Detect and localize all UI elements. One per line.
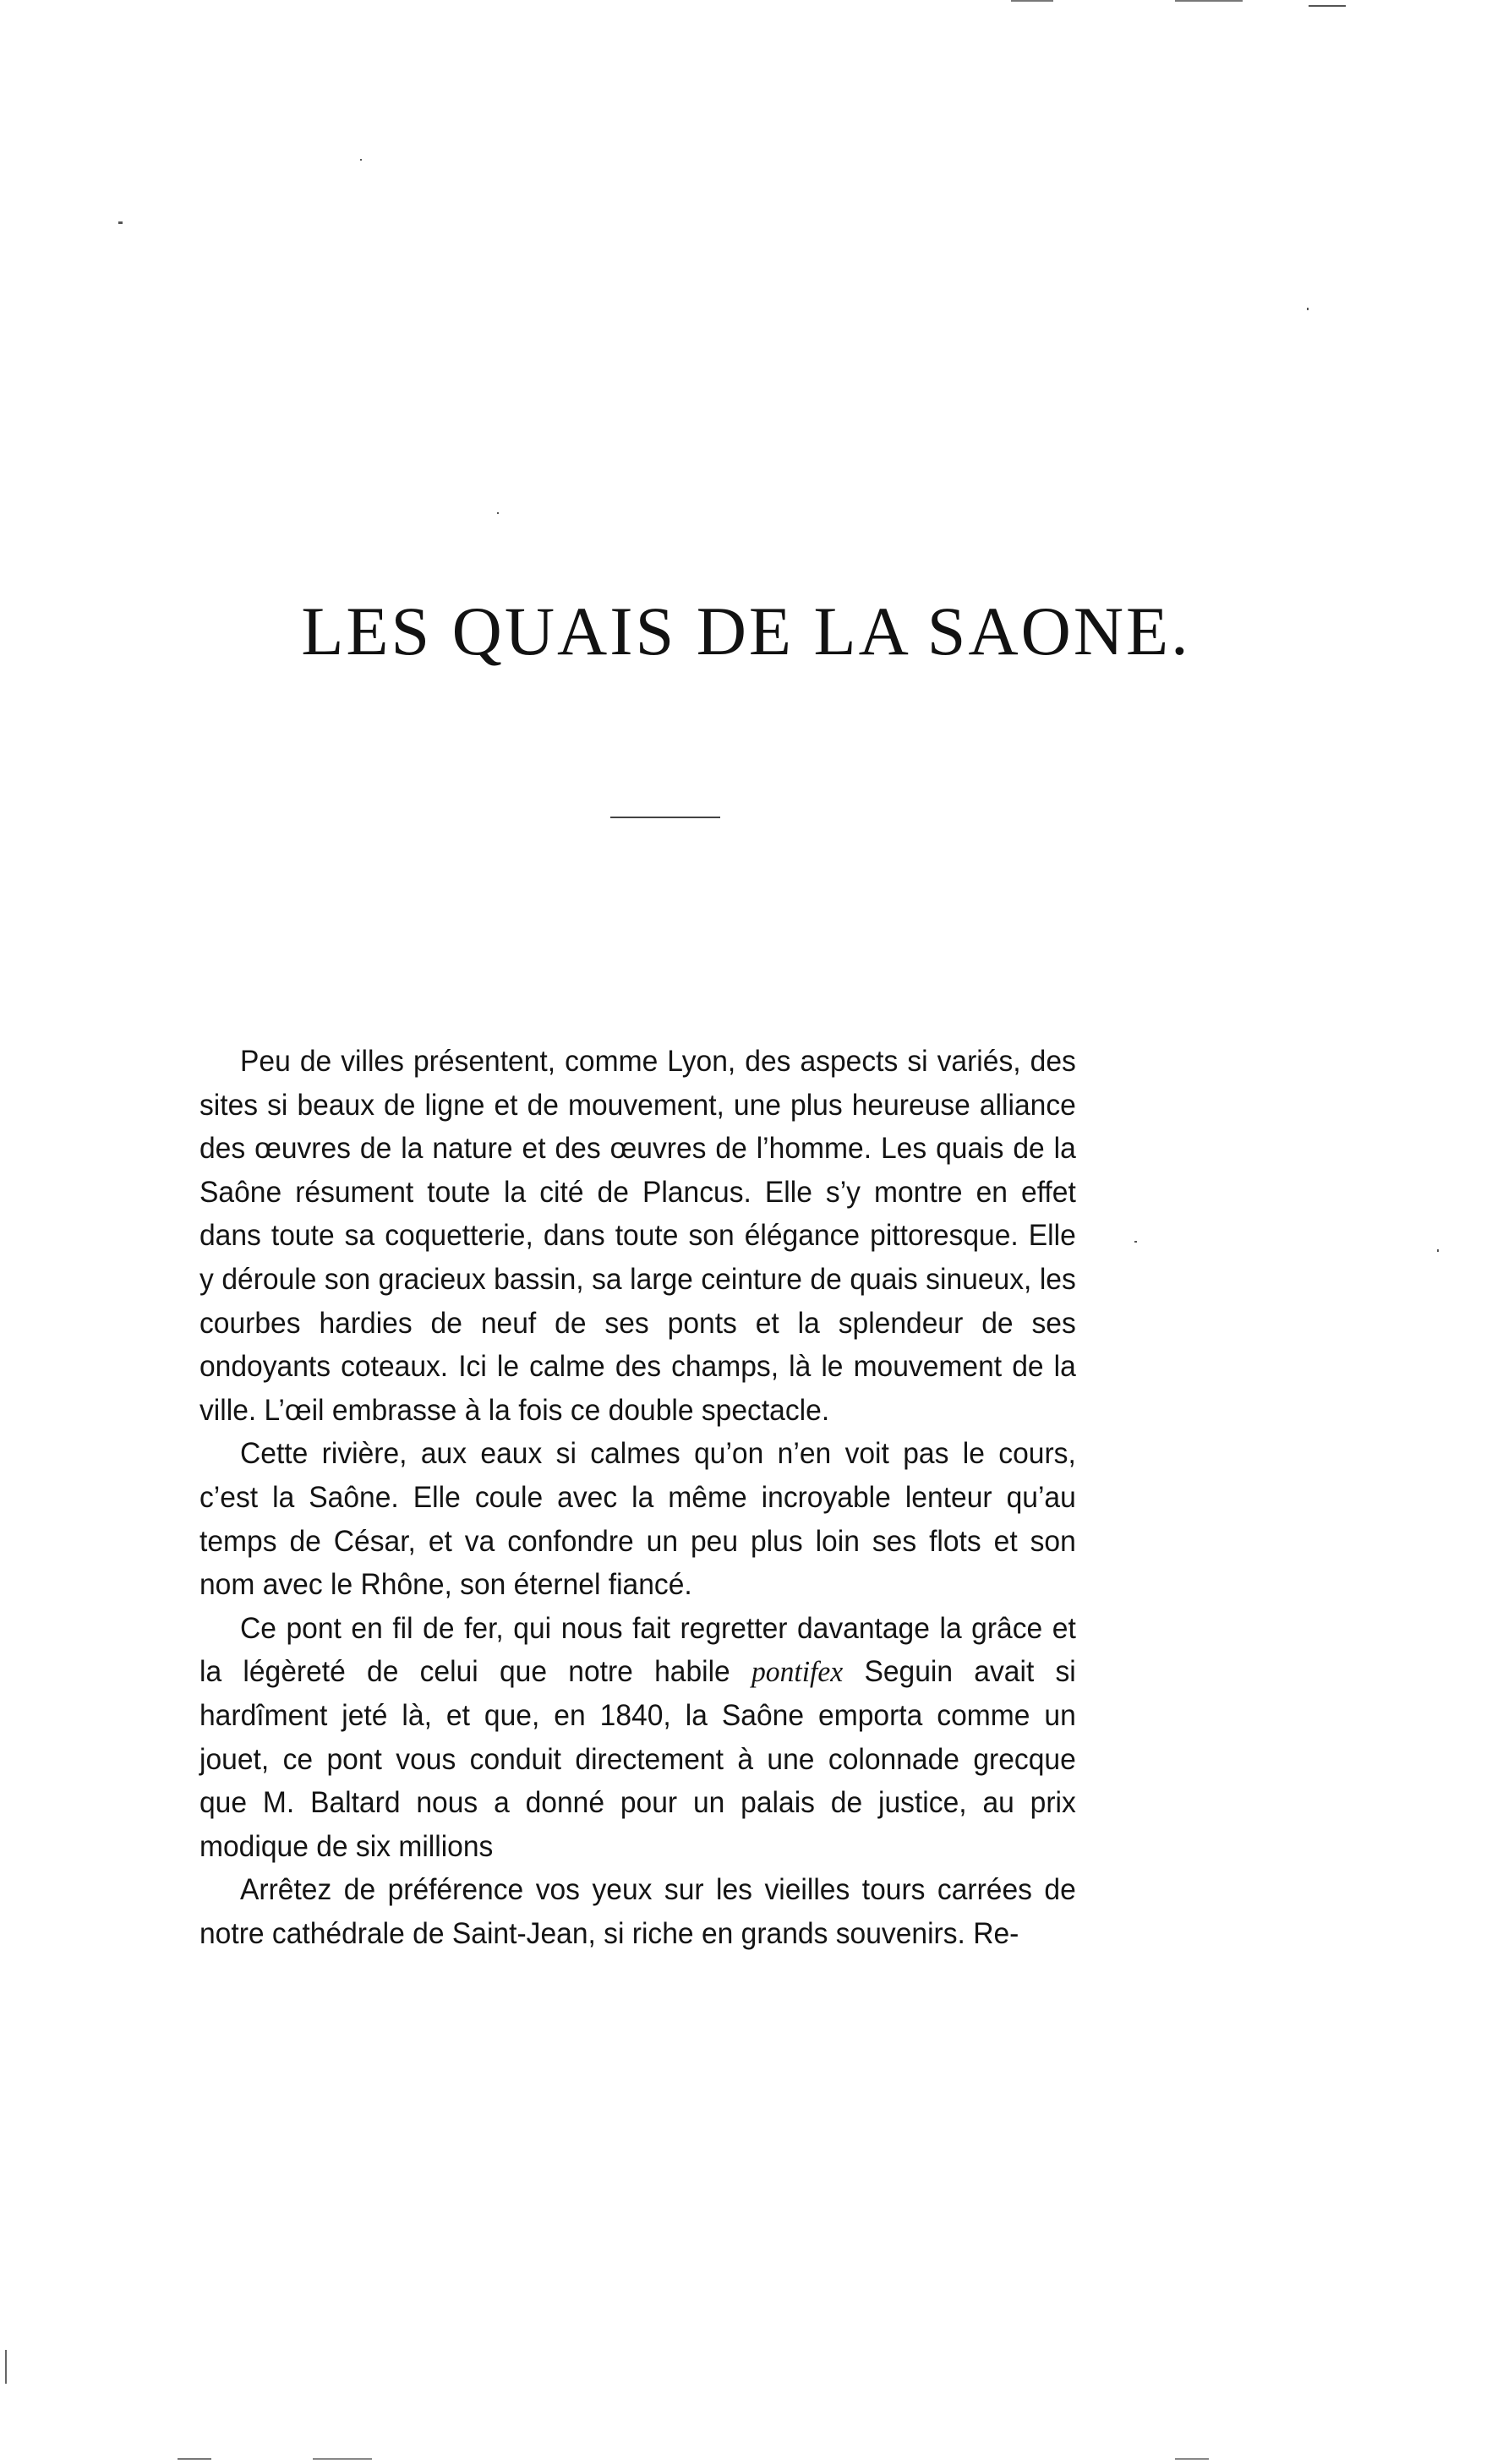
paragraph-3	[199, 1607, 1076, 1869]
paragraph-3-text-start: Ce pont en fil de fer, qui nous fait regretter davantage la grâce et la légèreté de celui que notre habile	[199, 1611, 1076, 1689]
paragraph-3-emphasis: pontifex	[751, 1655, 844, 1689]
scan-edge-mark	[1175, 0, 1243, 2]
scan-speck	[118, 221, 123, 224]
scan-speck	[360, 159, 362, 161]
body-text	[199, 1040, 1076, 1955]
paragraph-3-text-end: Seguin avait si hardîment jeté là, et que, en 1840, la Saône emporta comme un jouet, ce pont vous conduit directement à une colonnade grecque que M. Baltard nous a donné pour un palais de justice, au prix modique de six millions	[199, 1655, 1076, 1863]
scan-edge-mark	[1309, 5, 1346, 7]
scan-edge-mark	[1011, 0, 1053, 2]
paragraph-1-text: Peu de villes présentent, comme Lyon, des aspects si variés, des sites si beaux de ligne et de mouvement, une plus heureuse alliance des œuvres de la nature et des œuvres de l’homme. Les quais de la Saône résument toute la cité de Plancus. Elle s’y montre en effet dans toute sa coquetterie, dans toute son élégance pittoresque. Elle y déroule son gracieux bassin, sa large ceinture de quais sinueux, les courbes hardies de neuf de ses ponts et la splendeur de ses ondoyants coteaux. Ici le calme des champs, là le mouvement de la ville. L’œil embrasse à la fois ce double spectacle.	[199, 1045, 1076, 1427]
scan-edge-mark	[178, 2458, 211, 2460]
page-title: LES QUAIS DE LA SAONE.	[301, 593, 1191, 669]
paragraph-4	[199, 1868, 1076, 1955]
title-divider	[610, 817, 720, 818]
scan-edge-mark	[313, 2458, 372, 2460]
paragraph-4-text: Arrêtez de préférence vos yeux sur les vieilles tours carrées de notre cathédrale de Saint-Jean, si riche en grands souvenirs. Re-	[199, 1873, 1076, 1950]
scan-speck	[497, 512, 499, 514]
scan-edge-mark	[5, 2350, 7, 2384]
scan-speck	[1134, 1241, 1137, 1243]
scan-edge-mark	[1175, 2458, 1209, 2460]
scan-speck	[1307, 308, 1309, 310]
paragraph-2-text: Cette rivière, aux eaux si calmes qu’on n’en voit pas le cours, c’est la Saône. Elle coule avec la même incroyable lenteur qu’au temps de César, et va confondre un peu plus loin ses flots et son nom avec le Rhône, son éternel fiancé.	[199, 1437, 1076, 1602]
paragraph-1	[199, 1040, 1076, 1432]
scan-speck	[1437, 1249, 1439, 1252]
paragraph-2	[199, 1432, 1076, 1606]
